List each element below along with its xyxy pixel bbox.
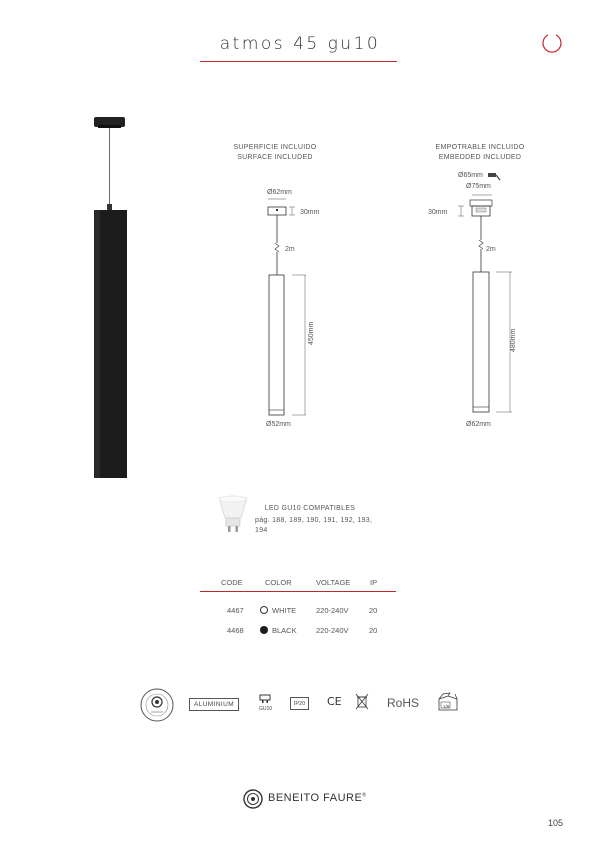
brand-name-text: BENEITO FAURE [268, 792, 363, 804]
surface-cable-length: 2m [285, 246, 295, 253]
surface-body-diameter: Ø52mm [266, 421, 291, 428]
surface-body-length: 450mm [308, 321, 315, 345]
table-header-rule [200, 591, 396, 592]
brand-name [268, 792, 367, 804]
row2-code: 4468 [227, 626, 244, 635]
row2-voltage: 220-240V [316, 626, 349, 635]
drill-icon [486, 170, 502, 184]
beam-angle-icon [139, 687, 175, 723]
embedded-body-diameter: Ø62mm [466, 421, 491, 428]
row1-color: WHITE [272, 606, 297, 615]
white-swatch-icon [260, 606, 268, 614]
table-header-code: CODE [221, 578, 243, 587]
table-header-voltage: VOLTAGE [316, 578, 351, 587]
surface-caption-es: SUPERFICIE INCLUIDO [233, 144, 317, 151]
table-header-color: COLOR [265, 578, 292, 587]
surface-canopy-diameter: Ø62mm [267, 189, 292, 196]
embedded-caption-es: EMPOTRABLE INCLUIDO [435, 144, 525, 151]
product-photo [85, 112, 135, 480]
lamp-compat-line1: LED GU10 COMPATIBLES [264, 505, 356, 512]
embedded-body-length: 480mm [510, 328, 517, 352]
socket-icon [258, 694, 272, 704]
embedded-drawing [452, 192, 516, 422]
ip-badge [290, 697, 309, 710]
title-rule [200, 61, 397, 62]
row2-ip: 20 [369, 626, 378, 635]
black-swatch-icon [260, 626, 268, 634]
row1-voltage: 220-240V [316, 606, 349, 615]
material-label: ALUMINIUM [193, 701, 235, 708]
registered-mark: ® [362, 792, 367, 799]
embedded-canopy-height: 30mm [428, 209, 448, 216]
row1-code: 4467 [227, 606, 244, 615]
gu10-bulb-icon [217, 494, 249, 534]
row2-color: BLACK [272, 626, 297, 635]
socket-label: GU10 [259, 706, 273, 712]
brand-logo-icon [243, 789, 263, 809]
embedded-flange-diameter: Ø75mm [466, 183, 491, 190]
surface-canopy-height: 30mm [300, 209, 320, 216]
rohs-mark: RoHS [387, 696, 420, 710]
embedded-caption-en: EMBEDDED INCLUDED [438, 154, 522, 161]
table-header-ip: IP [370, 578, 378, 587]
ce-mark: CE [327, 695, 342, 708]
weee-bin-icon [355, 693, 369, 710]
embedded-cutout-diameter: Ø65mm [458, 172, 483, 179]
box-quantity-icon [437, 692, 459, 712]
page-number: 105 [548, 818, 564, 828]
box-quantity-label: 1/8 [443, 704, 450, 709]
page-title: atmos 45 gu10 [219, 34, 381, 54]
section-circle-icon [541, 32, 563, 54]
embedded-cable-length: 2m [486, 246, 496, 253]
surface-caption-en: SURFACE INCLUDED [237, 154, 313, 161]
lamp-compat-line2: pág. 188, 189, 190, 191, 192, 193, 194 [255, 517, 373, 534]
ip-label: IP20 [293, 700, 306, 707]
material-badge [189, 698, 239, 711]
row1-ip: 20 [369, 606, 378, 615]
surface-drawing [255, 195, 315, 425]
